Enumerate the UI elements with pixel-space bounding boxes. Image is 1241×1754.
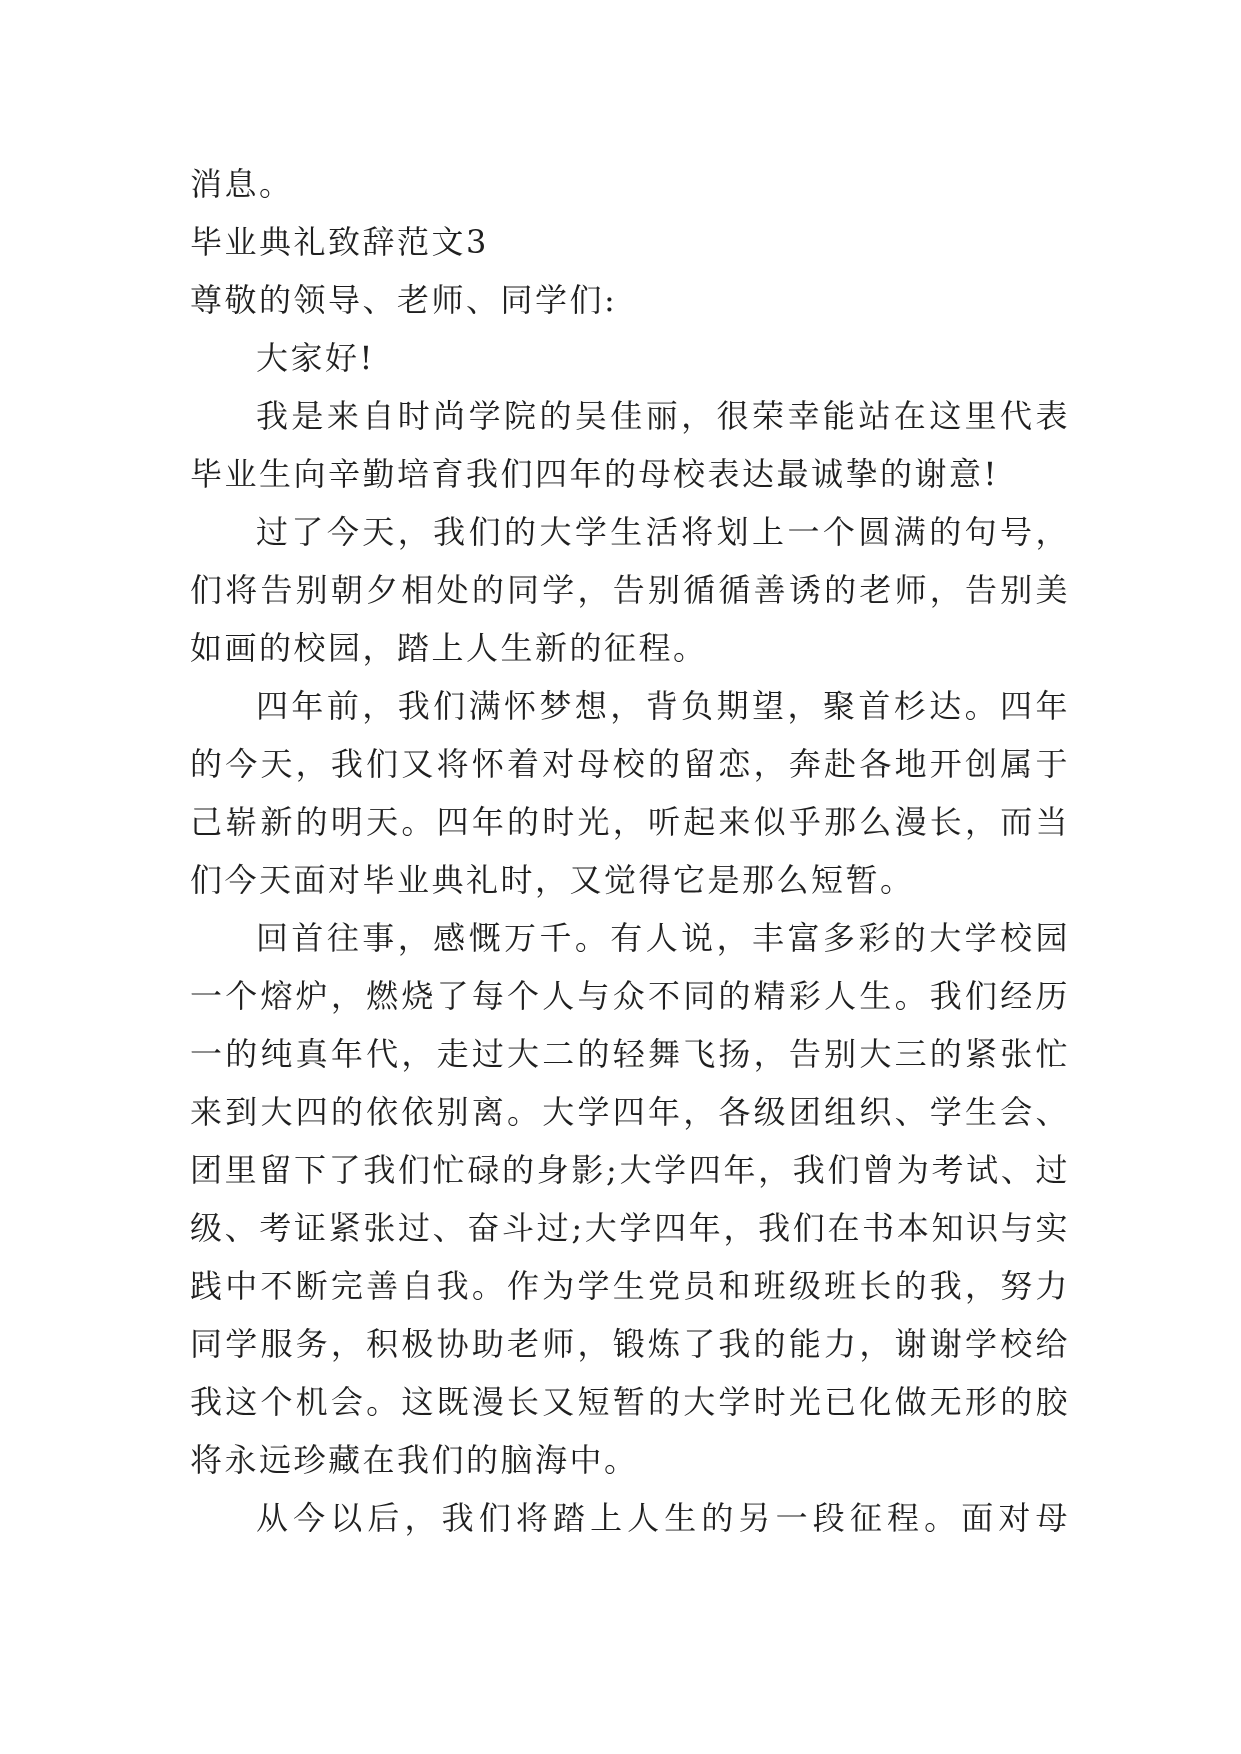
text-line: 己崭新的明天。四年的时光，听起来似乎那么漫长，而当 <box>190 803 1070 841</box>
text-line: 消息。 <box>190 165 294 203</box>
salutation: 尊敬的领导、老师、同学们: <box>190 281 618 319</box>
document-body <box>190 155 1070 1547</box>
text-line: 我是来自时尚学院的吴佳丽，很荣幸能站在这里代表 <box>256 397 1070 435</box>
text-line: 四年前，我们满怀梦想，背负期望，聚首杉达。四年 <box>256 687 1070 725</box>
text-line: 毕业生向辛勤培育我们四年的母校表达最诚挚的谢意! <box>190 455 999 493</box>
text-line: 们今天面对毕业典礼时，又觉得它是那么短暂。 <box>190 861 915 899</box>
text-line: 同学服务，积极协助老师，锻炼了我的能力，谢谢学校给 <box>190 1325 1070 1363</box>
greeting: 大家好! <box>256 339 375 377</box>
text-line: 我这个机会。这既漫长又短暂的大学时光已化做无形的胶 <box>190 1383 1070 1421</box>
text-line: 来到大四的依依别离。大学四年，各级团组织、学生会、 <box>190 1093 1070 1131</box>
section-heading: 毕业典礼致辞范文3 <box>190 223 489 261</box>
text-line: 从今以后，我们将踏上人生的另一段征程。面对母 <box>256 1499 1070 1537</box>
text-line: 们将告别朝夕相处的同学，告别循循善诱的老师，告别美 <box>190 571 1070 609</box>
text-line: 将永远珍藏在我们的脑海中。 <box>190 1441 639 1479</box>
text-line: 级、考证紧张过、奋斗过;大学四年，我们在书本知识与实 <box>190 1209 1070 1247</box>
text-line: 践中不断完善自我。作为学生党员和班级班长的我，努力 <box>190 1267 1070 1305</box>
text-line: 过了今天，我们的大学生活将划上一个圆满的句号， <box>256 513 1070 551</box>
text-line: 一个熔炉，燃烧了每个人与众不同的精彩人生。我们经历 <box>190 977 1070 1015</box>
text-line: 回首往事，感慨万千。有人说，丰富多彩的大学校园 <box>256 919 1070 957</box>
text-line: 一的纯真年代，走过大二的轻舞飞扬，告别大三的紧张忙 <box>190 1035 1070 1073</box>
text-line: 的今天，我们又将怀着对母校的留恋，奔赴各地开创属于 <box>190 745 1070 783</box>
text-line: 团里留下了我们忙碌的身影;大学四年，我们曾为考试、过 <box>190 1151 1070 1189</box>
text-line: 如画的校园，踏上人生新的征程。 <box>190 629 708 667</box>
